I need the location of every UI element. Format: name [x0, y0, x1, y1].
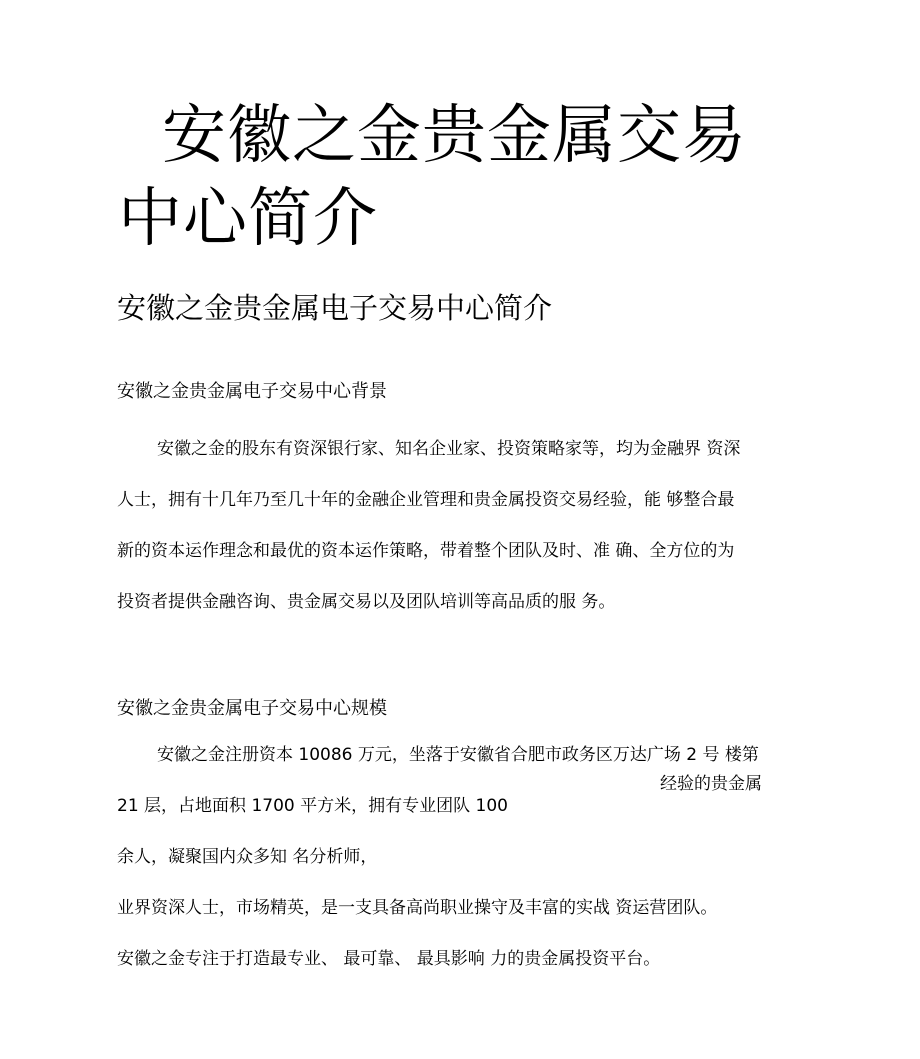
section-scale-line-3: 余人，凝聚国内众多知 名分析师，: [117, 847, 378, 867]
document-title-line-1: 安徽之金贵金属交易: [162, 99, 747, 173]
section-background-line-2: 人士，拥有十几年乃至几十年的金融企业管理和贵金属投资交易经验，能 够整合最: [117, 490, 735, 510]
section-background-line-3: 新的资本运作理念和最优的资本运作策略，带着整个团队及时、准 确、全方位的为: [117, 541, 735, 561]
document-subtitle: 安徽之金贵金属电子交易中心简介: [117, 291, 553, 325]
section-heading-background: 安徽之金贵金属电子交易中心背景: [117, 381, 387, 402]
document-title-line-2: 中心简介: [118, 182, 378, 256]
section-heading-scale: 安徽之金贵金属电子交易中心规模: [117, 698, 387, 719]
section-scale-line-4: 业界资深人士，市场精英，是一支具备高尚职业操守及丰富的实战 资运营团队。: [117, 898, 718, 918]
section-background-line-1: 安徽之金的股东有资深银行家、知名企业家、投资策略家等，均为金融界 资深: [157, 439, 741, 459]
section-background-line-4: 投资者提供金融咨询、贵金属交易以及团队培训等高品质的服 务。: [117, 592, 616, 612]
section-scale-line-1: 安徽之金注册资本 10086 万元，坐落于安徽省合肥市政务区万达广场 2 号 楼第: [157, 745, 759, 765]
section-scale-line-1-overflow: 经验的贵金属: [660, 774, 762, 794]
section-scale-line-5: 安徽之金专注于打造最专业、 最可靠、 最具影响 力的贵金属投资平台。: [117, 949, 661, 969]
section-scale-line-2: 21 层，占地面积 1700 平方米，拥有专业团队 100: [117, 796, 508, 816]
